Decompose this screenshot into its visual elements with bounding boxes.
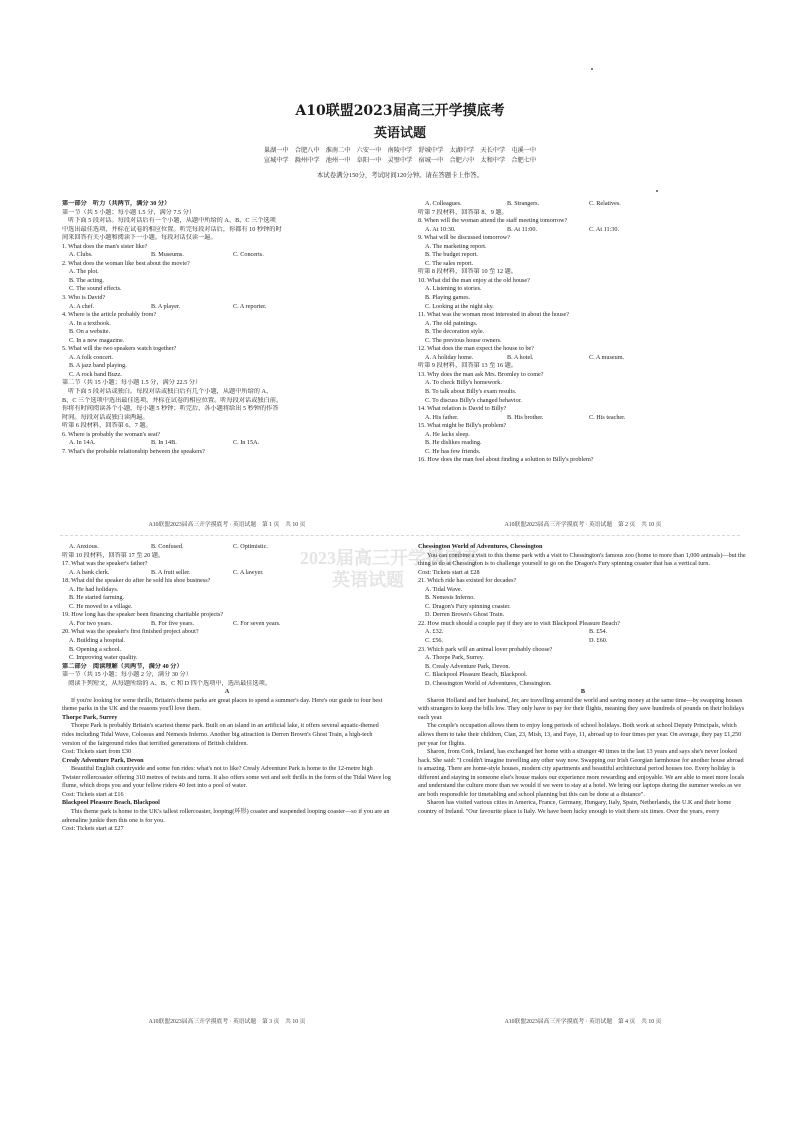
text-line: 听下面 5 段对话。每段对话后有一个小题，从题中所给的 A、B、C 三个选项 — [62, 217, 276, 225]
text-line: 时间。每段对话或独白读两遍。 — [62, 413, 149, 421]
answer-option: C. Optimistic. — [233, 543, 268, 550]
answer-option: B. Crealy Adventure Park, Devon. — [425, 662, 511, 670]
answer-option: C. For seven years. — [233, 619, 281, 627]
passage-paragraph: Sharon Holland and her husband, Jer, are travelling around the world and saving money at the same time—by swapping houses with strangers to keep the bills low. They only have to pay for their flights, meaning they save hundreds of pounds on their holidays each year. — [418, 696, 745, 721]
text-line: 听第 7 段材料，回答第 8、9 题。 — [418, 208, 508, 216]
answer-option: C. £56. — [425, 637, 444, 645]
text-line: 听第 9 段材料，回答第 13 至 16 题。 — [418, 362, 517, 370]
answer-option: D. Chessington World of Adventures, Chessington. — [425, 679, 552, 687]
answer-option: C. A museum. — [589, 353, 625, 361]
answer-option: A. Clubs. — [69, 251, 93, 259]
answer-option: B. A hotel. — [507, 353, 534, 361]
section-heading: 第一部分 听力（共两节，满分 30 分） — [62, 200, 171, 207]
answer-options — [418, 628, 748, 637]
text-line: 听第 6 段材料，回答第 6、7 题。 — [62, 422, 152, 430]
answer-option: C. In a new magazine. — [69, 336, 125, 344]
answer-option: A. His father. — [425, 413, 459, 421]
answer-option: C. At 11:30. — [589, 225, 620, 233]
answer-option: D. £60. — [589, 637, 608, 645]
school-list-line: 巢湖一中 合肥八中 淮南二中 六安一中 南陵中学 舒城中学 太湖中学 天长中学 屯溪一中 — [263, 147, 537, 154]
answer-options — [418, 200, 748, 209]
scan-speck — [656, 190, 658, 192]
school-list-line: 宣城中学 滁州中学 池州一中 阜阳一中 灵璧中学 宿城一中 合肥六中 太和中学 合肥七中 — [263, 157, 537, 164]
answer-option: B. A player. — [151, 302, 181, 310]
answer-option: A. Tidal Wave. — [425, 585, 463, 593]
answer-option: A. In a textbook. — [69, 319, 111, 327]
section-heading: Thorpe Park, Surrey — [62, 713, 118, 721]
answer-option: B. Nemesis Inferno. — [425, 594, 475, 602]
answer-options — [62, 543, 392, 552]
page-4-footer: A10联盟2023届高三开学摸底考 · 英语试题 第 4 页 共 10 页 — [504, 1019, 662, 1025]
answer-option: C. The sound effects. — [69, 285, 122, 293]
answer-option: D. Derren Brown's Ghost Train. — [425, 611, 505, 619]
exam-instructions: 本试卷满分150分，考试时间120分钟。请在答题卡上作答。 — [316, 172, 484, 179]
question-text: 23. Which park will an animal lover probably choose? — [418, 645, 553, 653]
answer-option: B. A jazz band playing. — [69, 362, 127, 370]
question-text: 2. What does the woman like best about the movie? — [62, 259, 190, 267]
answer-option: B. Confused. — [151, 543, 184, 550]
passage-paragraph: Sharon has visited various cities in America, France, Germany, Hungary, Italy, Spain, Netherlands, the U.K and their home country of Ireland. "Our favourite place is Italy. We have been lucky enough to visit there six times. Over the years, every — [418, 799, 732, 815]
answer-option: C. He has few friends. — [425, 447, 481, 455]
answer-option: A. For two years. — [69, 619, 113, 627]
answer-option: C. A reporter. — [233, 302, 267, 310]
answer-option: B. He dislikes reading. — [425, 439, 482, 447]
answer-options — [62, 303, 392, 312]
answer-options — [418, 637, 748, 646]
question-text: 7. What's the probable relationship between the speakers? — [62, 447, 205, 455]
answer-option: A. He had holidays. — [69, 585, 119, 593]
text-line: 间来回答有关小题和阅读下一小题。每段对话仅读一遍。 — [62, 234, 217, 242]
bleed-through-text: 英语试题 — [332, 570, 404, 590]
answer-option: C. Looking at the night sky. — [425, 302, 494, 310]
page-3-footer: A10联盟2023届高三开学摸底考 · 英语试题 第 3 页 共 10 页 — [148, 1019, 306, 1025]
text-line: 阅读下列短文，从每题所给的 A、B、C 和 D 四个选项中，选出最佳选项。 — [62, 679, 272, 687]
question-text: 10. What did the man enjoy at the old house? — [418, 276, 530, 284]
question-text: 4. Where is the article probably from? — [62, 311, 157, 319]
answer-option: B. The acting. — [69, 276, 104, 284]
answer-option: C. Blackpool Pleasure Beach, Blackpool. — [425, 671, 528, 679]
section-heading: Blackpool Pleasure Beach, Blackpool — [62, 799, 160, 807]
text-line: 第一节（共 5 小题；每小题 1.5 分，满分 7.5 分） — [62, 208, 196, 216]
answer-option: B. Playing games. — [425, 294, 471, 302]
passage-paragraph: Beautiful English countryside and some fun rides: what's not to like? Crealy Adventure Park is home to the 12-metre high Twister rollercoaster offering 310 metres of twists and turns. It also offers some wet and soft thrills in the form of the Tidal Wave log flume, which drops you and your fellow riders 40 feet into a pool of water. — [62, 765, 391, 790]
answer-option: A. A holiday home. — [425, 353, 474, 361]
answer-option: B. In 14B. — [151, 439, 177, 447]
answer-option: C. Dragon's Fury spinning coaster. — [425, 602, 511, 610]
answer-option: B. To talk about Billy's exam results. — [425, 388, 517, 396]
text-line: 听第 10 段材料，回答第 17 至 20 题。 — [62, 551, 165, 559]
text-line: 你将有时间阅读各个小题，每小题 5 秒钟；听完后，各小题将给出 5 秒钟的作答 — [62, 405, 279, 413]
answer-option: C. A rock band Buzz. — [69, 370, 122, 378]
answer-option: B. The decoration style. — [425, 328, 485, 336]
answer-option: A. A chef. — [69, 302, 95, 310]
answer-options — [418, 354, 748, 363]
answer-option: B. Museums. — [151, 251, 184, 259]
question-text: 19. How long has the speaker been financing charitable projects? — [62, 611, 224, 619]
section-heading: Chessington World of Adventures, Chessington — [418, 543, 543, 550]
question-text: 5. What will the two speakers watch together? — [62, 345, 177, 353]
text-line: Cost: Tickets start at £28 — [418, 568, 480, 576]
answer-options — [418, 226, 748, 235]
page-4-column — [418, 543, 748, 817]
exam-subtitle: 英语试题 — [373, 125, 426, 140]
text-line: B、C 三个选项中选出最佳选项，并标在试卷的相应位置。听每段对话或独白前， — [62, 396, 283, 404]
text-line: 第一节（共 15 小题；每小题 2 分，满分 30 分） — [62, 671, 192, 679]
answer-options — [62, 251, 392, 260]
answer-options — [62, 439, 392, 448]
answer-option: C. Relatives. — [589, 200, 621, 207]
answer-option: A. A bank clerk. — [69, 568, 110, 576]
scan-speck — [591, 68, 593, 70]
answer-options — [418, 414, 748, 423]
answer-option: B. Opening a school. — [69, 645, 122, 653]
question-text: 20. What was the speaker's first finished project about? — [62, 628, 199, 636]
passage-label: A — [224, 688, 230, 696]
answer-option: B. Strangers. — [507, 200, 540, 207]
text-line: Cost: Tickets start at £27 — [62, 825, 124, 833]
school-list — [0, 146, 800, 166]
question-text: 3. Who is David? — [62, 294, 106, 302]
answer-option: B. On a website. — [69, 328, 111, 336]
question-text: 14. What relation is David to Billy? — [418, 405, 507, 413]
text-line: 听第 8 段材料，回答第 10 至 12 题。 — [418, 268, 517, 276]
answer-option: B. £54. — [589, 628, 608, 636]
text-line: Cost: Tickets start at £16 — [62, 790, 124, 798]
passage-paragraph: Sharon, from Cork, Ireland, has exchanged her home with a stranger 40 times in the last 13 years and says she's never looked back. She said: "I couldn't imagine travelling any other way now. Swapping our Irish Georgian farmhouse for another house abroad is amazing. There are home-style houses, modern city apartments and beautiful architectural period houses too. Every holiday is different and staying in someone else's house makes our experience more rewarding and enjoyable. We are able to meet more locals and understand the culture more than we would if we were to stay at a hotel. We bring our laptops during the summer weeks as we are both responsible for timetabling and school planning but this can be done at a distance". — [418, 748, 745, 798]
page-1-footer: A10联盟2023届高三开学摸底考 · 英语试题 第 1 页 共 10 页 — [148, 522, 306, 528]
page-2-footer: A10联盟2023届高三开学摸底考 · 英语试题 第 2 页 共 10 页 — [504, 522, 662, 528]
question-text: 18. What did the speaker do after he sold his shoe business? — [62, 577, 211, 585]
passage-label: B — [580, 688, 586, 696]
answer-option: C. He moved to a village. — [69, 602, 133, 610]
passage-paragraph: This theme park is home to the UK's tallest rollercoaster, looping(环形) coaster and suspended looping coaster—so if you are an adrenaline junkie then this one is for you. — [62, 807, 390, 824]
question-text: 22. How much should a couple pay if they are to visit Blackpool Pleasure Beach? — [418, 619, 620, 627]
answer-option: B. He started farming. — [69, 594, 125, 602]
answer-option: B. The budget report. — [425, 251, 478, 259]
question-text: 6. Where is probably the woman's seat? — [62, 430, 161, 438]
passage-paragraph: The couple's occupation allows them to enjoy long periods of school holidays. Both work at school Deputy Principals, which allows them to take their children, Cian, 23, Mish, 13, and Faye, 11, abroad up to four times per year. On average, they pay £1,250 per year for flights. — [418, 722, 742, 747]
answer-option: A. In 14A. — [69, 439, 96, 447]
answer-option: A. Anxious. — [69, 543, 99, 550]
question-text: 15. What might be Billy's problem? — [418, 422, 507, 430]
answer-option: A. Listening to stories. — [425, 285, 482, 293]
question-text: 11. What was the woman most interested in about the house? — [418, 311, 570, 319]
answer-option: A. Thorpe Park, Surrey. — [425, 654, 484, 662]
answer-option: C. Concerts. — [233, 251, 264, 259]
text-line: Cost: Tickets start from £30 — [62, 748, 132, 756]
question-text: 13. Why does the man ask Mrs. Bromley to come? — [418, 370, 544, 378]
exam-header — [0, 100, 800, 179]
question-text: 16. How does the man feel about finding a solution to Billy's problem? — [418, 456, 594, 464]
text-line: 中选出最佳选项，并标在试卷的相应位置。听完每段对话后，你都有 10 秒钟的时 — [62, 225, 282, 233]
passage-paragraph: You can combine a visit to this theme park with a visit to Chessington's famous zoo (home to more than 1,000 animals)—but the thing to do at Chessington is to challenge yourself to go on the Dragon's Fury spinning coaster that has a vertical turn. — [418, 551, 746, 568]
question-text: 12. What does the man expect the house to be? — [418, 345, 535, 353]
answer-option: A. A folk concert. — [69, 353, 114, 361]
answer-option — [507, 637, 589, 646]
answer-option: B. His brother. — [507, 413, 544, 421]
section-heading: Crealy Adventure Park, Devon — [62, 756, 144, 764]
answer-option: A. To check Billy's homework. — [425, 379, 502, 387]
answer-option: A. The old paintings. — [425, 319, 478, 327]
answer-options — [62, 569, 392, 578]
answer-option: C. To discuss Billy's changed behavior. — [425, 396, 522, 404]
answer-option: A. The plot. — [69, 268, 99, 276]
answer-option: C. His teacher. — [589, 413, 626, 421]
answer-option: C. The previous house owners. — [425, 336, 502, 344]
answer-option: A. £32. — [425, 628, 444, 636]
section-heading: 第二部分 阅读理解（共两节，满分 40 分） — [62, 662, 183, 670]
text-line: 第二节（共 15 小题；每小题 1.5 分，满分 22.5 分） — [62, 379, 202, 387]
question-text: 21. Which ride has existed for decades? — [418, 577, 517, 585]
answer-option: C. In 15A. — [233, 439, 260, 447]
answer-option: C. Improving water quality. — [69, 654, 138, 662]
bleed-through-text: 2023届高三开学摸底考 — [300, 548, 480, 568]
answer-option: C. The sales report. — [425, 259, 474, 267]
passage-paragraph: Thorpe Park is probably Britain's scariest theme park. Built on an island in an artificial lake, it offers several aquatic-themed rides including Tidal Wave, Colossus and Nemesis Inferno. Another big attraction is Derren Brown's Ghost Train, a high-tech version of the fairground rides that terrified generations of British children. — [62, 722, 379, 747]
page-3-column — [62, 543, 392, 834]
answer-options — [62, 620, 392, 629]
answer-option: A. Colleagues. — [425, 200, 462, 207]
question-text: 17. What was the speaker's father? — [62, 560, 148, 568]
answer-option: B. For five years. — [151, 619, 195, 627]
question-text: 9. What will be discussed tomorrow? — [418, 234, 510, 242]
answer-option: A. The marketing report. — [425, 242, 487, 250]
answer-option: A. Building a hospital. — [69, 637, 126, 645]
answer-option: B. At 11:00. — [507, 225, 538, 233]
question-text: 1. What does the man's sister like? — [62, 242, 148, 250]
answer-option: C. A lawyer. — [233, 568, 264, 576]
answer-option: A. At 10:30. — [425, 225, 456, 233]
page-divider — [60, 535, 740, 536]
exam-title: A10联盟2023届高三开学摸底考 — [295, 103, 505, 119]
text-line: 听下面 5 段对话或独白。每段对话或独白后有几个小题，从题中所给的 A、 — [62, 388, 273, 396]
answer-option: A. He lacks sleep. — [425, 430, 470, 438]
passage-paragraph: If you're looking for some thrills, Britain's theme parks are great places to spend a summer's day. Here's our guide to four best theme parks in the UK and the reasons you'll love them. — [62, 696, 383, 713]
page-1-column — [62, 200, 392, 456]
answer-option: B. A fruit seller. — [151, 568, 191, 576]
answer-option — [507, 628, 589, 637]
question-text: 8. When will the woman attend the staff meeting tomorrow? — [418, 217, 568, 225]
page-2-column — [418, 200, 748, 465]
